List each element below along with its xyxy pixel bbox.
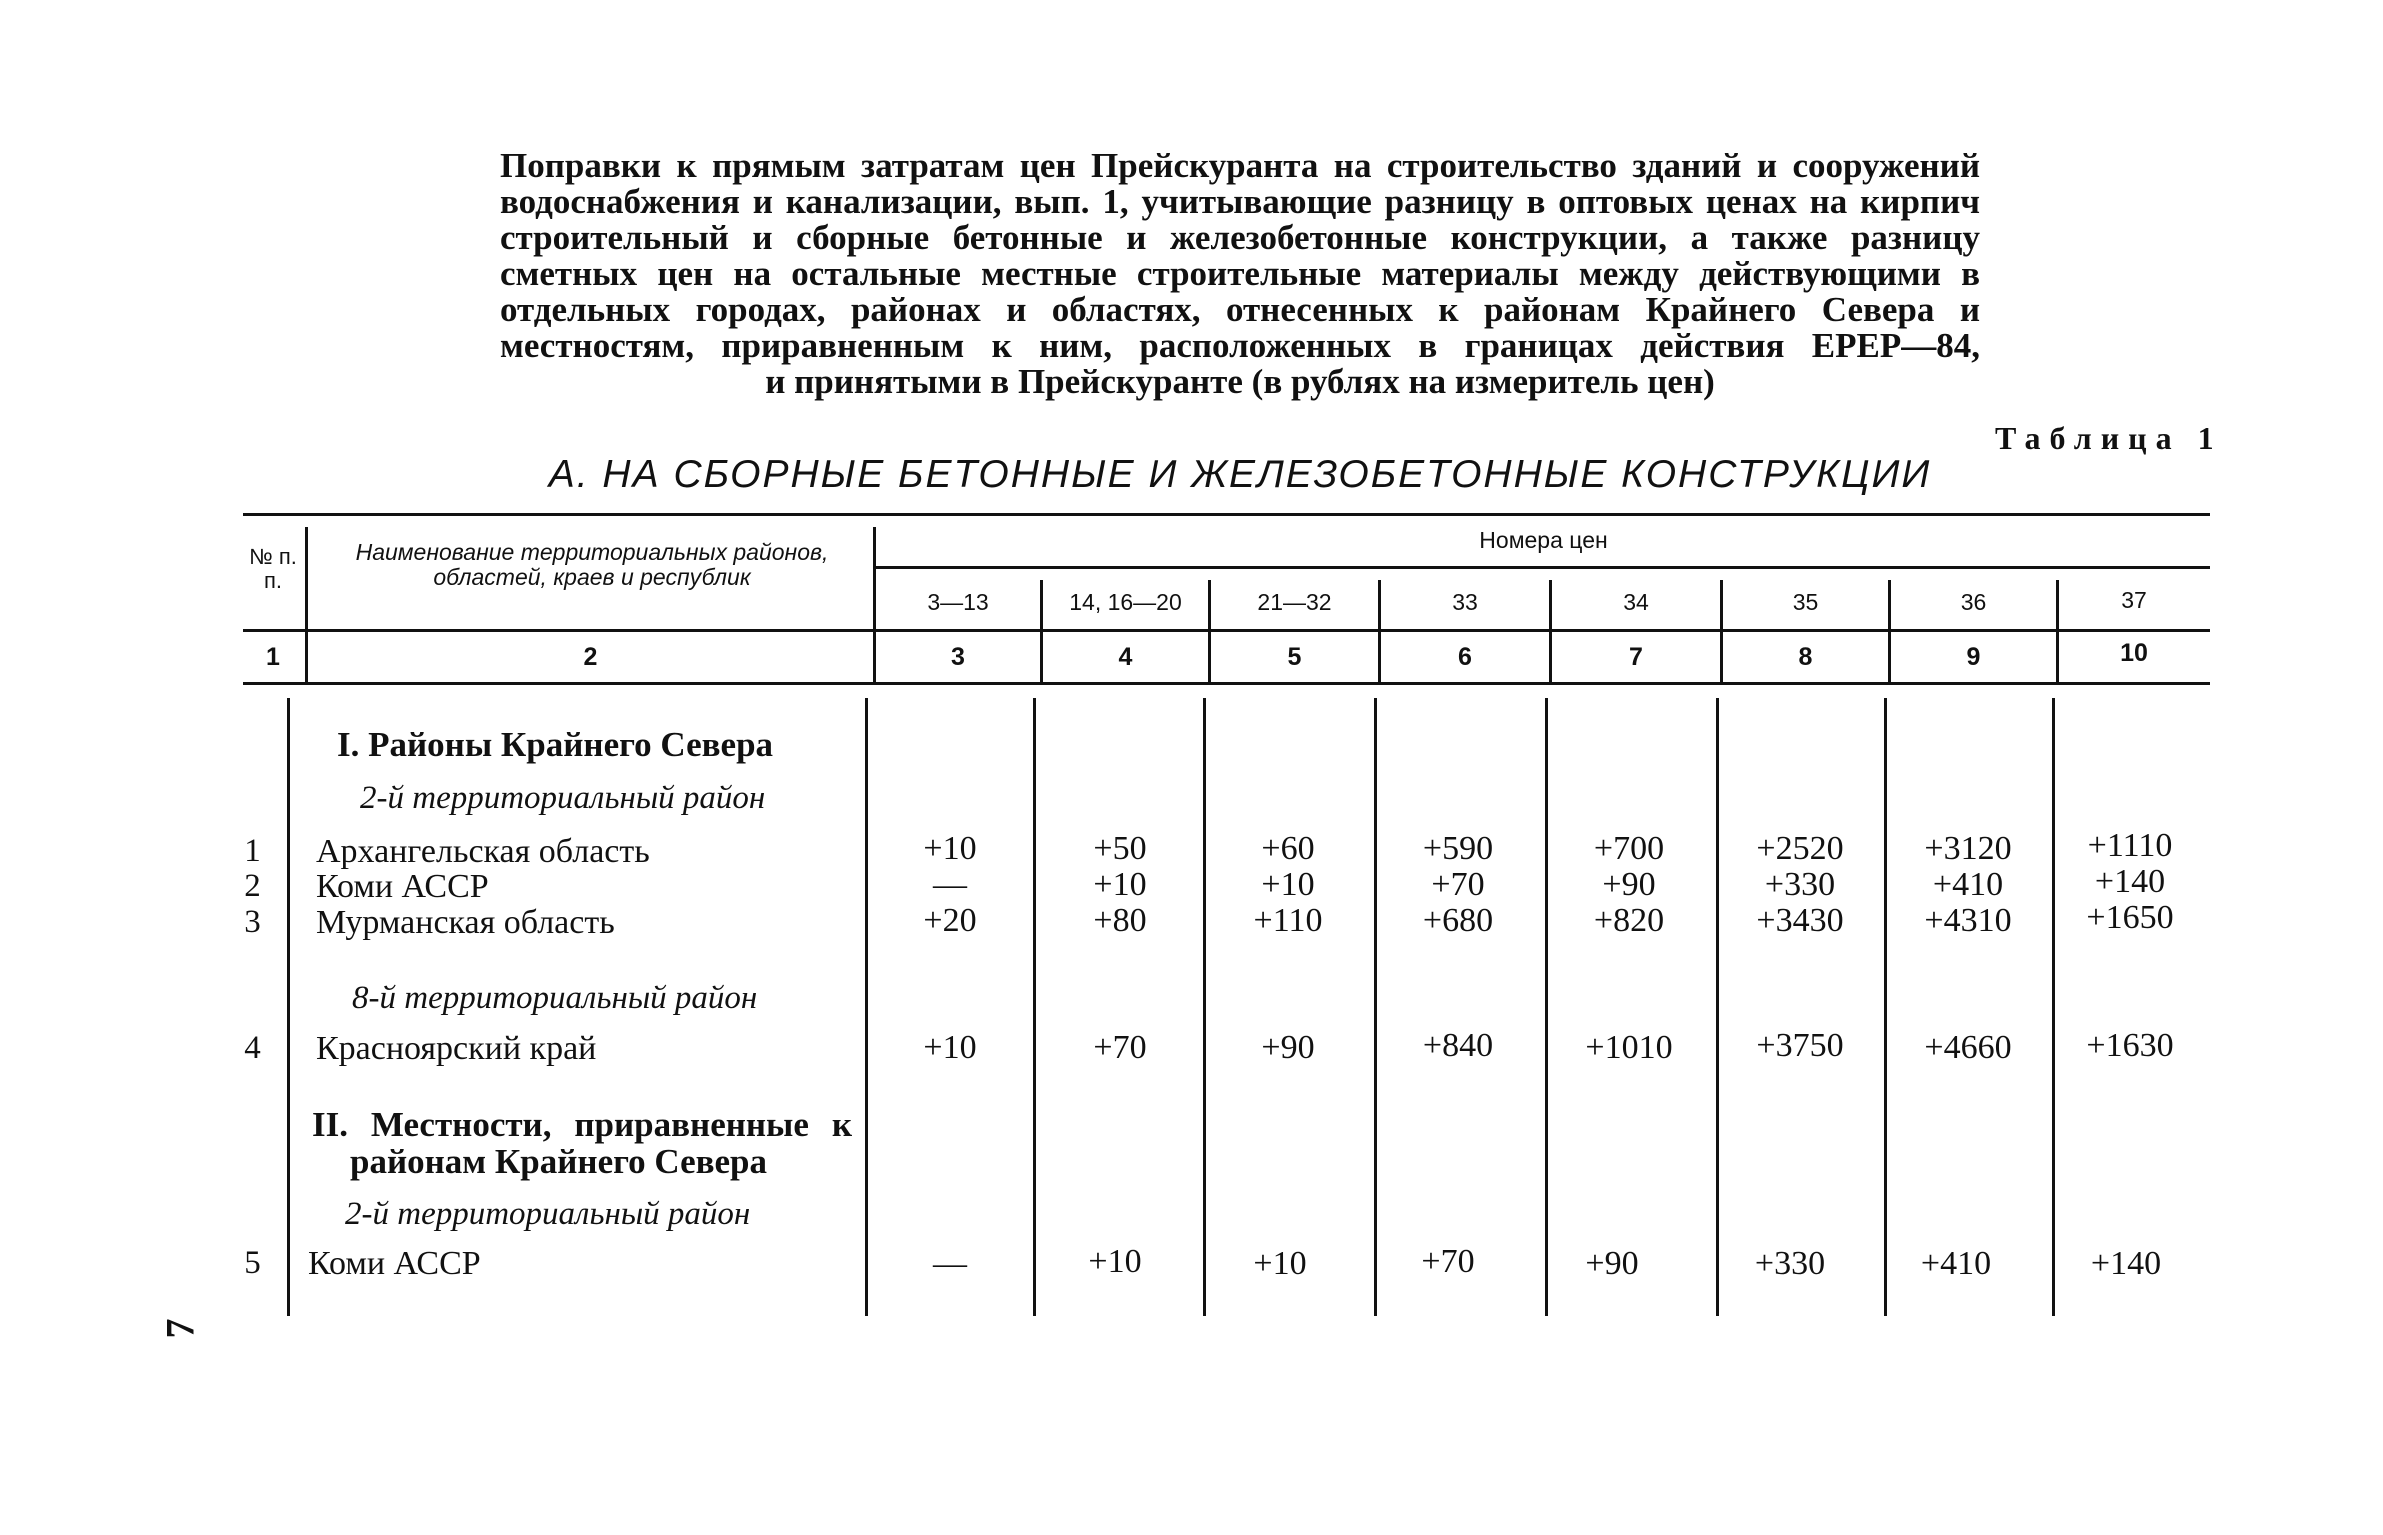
row-value: +4310 [1924, 902, 2012, 939]
row-value: +70 [1421, 1243, 1475, 1280]
row-value: +4660 [1924, 1029, 2012, 1066]
row-value: +590 [1422, 830, 1494, 867]
col-number: 10 [2120, 639, 2148, 667]
body-divider [2052, 698, 2055, 1316]
row-value: +60 [1261, 830, 1315, 867]
price-col-header: 36 [1960, 589, 1987, 615]
table-label: Таблица 1 [1995, 420, 2223, 456]
prices-header-rule [875, 566, 2210, 569]
row-value: +50 [1093, 830, 1147, 867]
body-divider [1545, 698, 1548, 1316]
page-number: 7 [157, 1318, 203, 1339]
row-name: Коми АССР [316, 868, 489, 905]
row-name: Мурманская область [316, 904, 615, 941]
row-value: +1630 [2086, 1027, 2174, 1064]
row-value: — [933, 1245, 967, 1282]
group-title: II. Местности, приравненные к [312, 1105, 852, 1144]
price-col-header: 21—32 [1257, 589, 1332, 615]
row-value: +140 [2094, 863, 2166, 900]
body-divider [1203, 698, 1206, 1316]
subgroup-title: 2-й территориальный район [345, 1196, 751, 1232]
row-value: +820 [1593, 902, 1665, 939]
row-value: +70 [1093, 1029, 1147, 1066]
row-name: Коми АССР [308, 1245, 481, 1282]
col-number: 9 [1966, 643, 1981, 671]
row-value: +10 [923, 1029, 977, 1066]
header-line-1: Поправки к прямым затратам цен Прейскуранта на строительство зданий и сооружений [500, 146, 1980, 185]
row-value: +10 [1261, 866, 1315, 903]
header-line-7: и принятыми в Прейскуранте (в рублях на измеритель цен) [765, 362, 1715, 401]
row-value: +10 [1088, 1243, 1142, 1280]
col-number: 8 [1798, 643, 1813, 671]
price-col-header: 14, 16—20 [1069, 589, 1182, 615]
row-value: +1110 [2087, 827, 2173, 864]
header-line-4: сметных цен на остальные местные строительные материалы между действующими в [500, 254, 1980, 293]
col-number: 7 [1629, 643, 1643, 671]
table-top-rule [243, 513, 2210, 516]
row-number: 2 [244, 868, 261, 904]
row-value: +70 [1431, 866, 1485, 903]
row-value: +1650 [2086, 899, 2174, 936]
row-value: +110 [1253, 902, 1323, 939]
col-number: 5 [1287, 643, 1302, 671]
row-value: +330 [1764, 866, 1836, 903]
header-line-5: отдельных городах, районах и областях, отнесенных к районам Крайнего Севера и [500, 290, 1980, 329]
row-value: +840 [1422, 1027, 1494, 1064]
prices-header: Номера цен [1479, 527, 1608, 553]
row-number: 3 [244, 904, 261, 940]
subgroup-title: 2-й территориальный район [360, 780, 766, 816]
body-divider [1716, 698, 1719, 1316]
col-number: 3 [951, 643, 965, 671]
row-number: 4 [244, 1030, 261, 1066]
col-name-header: Наименование территориальных районов, областей, краев и республик [355, 539, 829, 590]
row-value: +700 [1593, 830, 1665, 867]
price-col-header: 37 [2121, 587, 2147, 613]
row-number: 5 [244, 1245, 261, 1281]
price-col-header: 35 [1792, 589, 1819, 615]
row-value: +680 [1422, 902, 1494, 939]
col-number: 2 [583, 643, 598, 671]
body-divider [287, 698, 290, 1316]
body-divider [865, 698, 868, 1316]
row-value: +90 [1261, 1029, 1315, 1066]
row-value: +410 [1932, 866, 2004, 903]
col-number: 6 [1458, 643, 1472, 671]
row-value: +2520 [1756, 830, 1844, 867]
subgroup-title: 8-й территориальный район [352, 980, 758, 1016]
group-title-continued: районам Крайнего Севера [350, 1142, 768, 1181]
body-divider [1884, 698, 1887, 1316]
header-bottom-rule [243, 629, 2210, 632]
row-number: 1 [244, 833, 261, 869]
row-value: +10 [1093, 866, 1147, 903]
price-col-header: 3—13 [927, 589, 989, 615]
row-value: +80 [1093, 902, 1147, 939]
row-value: +10 [923, 830, 977, 867]
body-divider [1033, 698, 1036, 1316]
section-title: А. НА СБОРНЫЕ БЕТОННЫЕ И ЖЕЛЕЗОБЕТОННЫЕ КОНСТРУКЦИИ [548, 453, 1932, 496]
row-value: +1010 [1585, 1029, 1673, 1066]
row-value: — [933, 866, 967, 903]
header-line-2: водоснабжения и канализации, вып. 1, учитывающие разницу в оптовых ценах на кирпич [500, 182, 1980, 221]
colnum-bottom-rule [243, 682, 2210, 685]
header-line-6: местностям, приравненным к ним, расположенных в границах действия ЕРЕР—84, [500, 326, 1980, 365]
row-value: +20 [923, 902, 977, 939]
row-value: +90 [1585, 1245, 1639, 1282]
row-value: +330 [1754, 1245, 1826, 1282]
row-value: +90 [1602, 866, 1656, 903]
price-col-header: 34 [1623, 589, 1649, 615]
col-no-header: № п. п. [249, 544, 297, 593]
header-line-3: строительный и сборные бетонные и железобетонные конструкции, а также разницу [500, 218, 1980, 257]
row-value: +3750 [1756, 1027, 1844, 1064]
price-col-header: 33 [1452, 589, 1478, 615]
col-number: 1 [266, 643, 280, 671]
row-value: +410 [1920, 1245, 1992, 1282]
row-name: Красноярский край [316, 1030, 597, 1067]
row-value: +10 [1253, 1245, 1307, 1282]
row-value: +3120 [1924, 830, 2012, 867]
col-number: 4 [1118, 643, 1133, 671]
row-value: +140 [2090, 1245, 2162, 1282]
row-value: +3430 [1756, 902, 1844, 939]
group-title: I. Районы Крайнего Севера [337, 725, 774, 764]
row-name: Архангельская область [316, 833, 650, 870]
body-divider [1374, 698, 1377, 1316]
